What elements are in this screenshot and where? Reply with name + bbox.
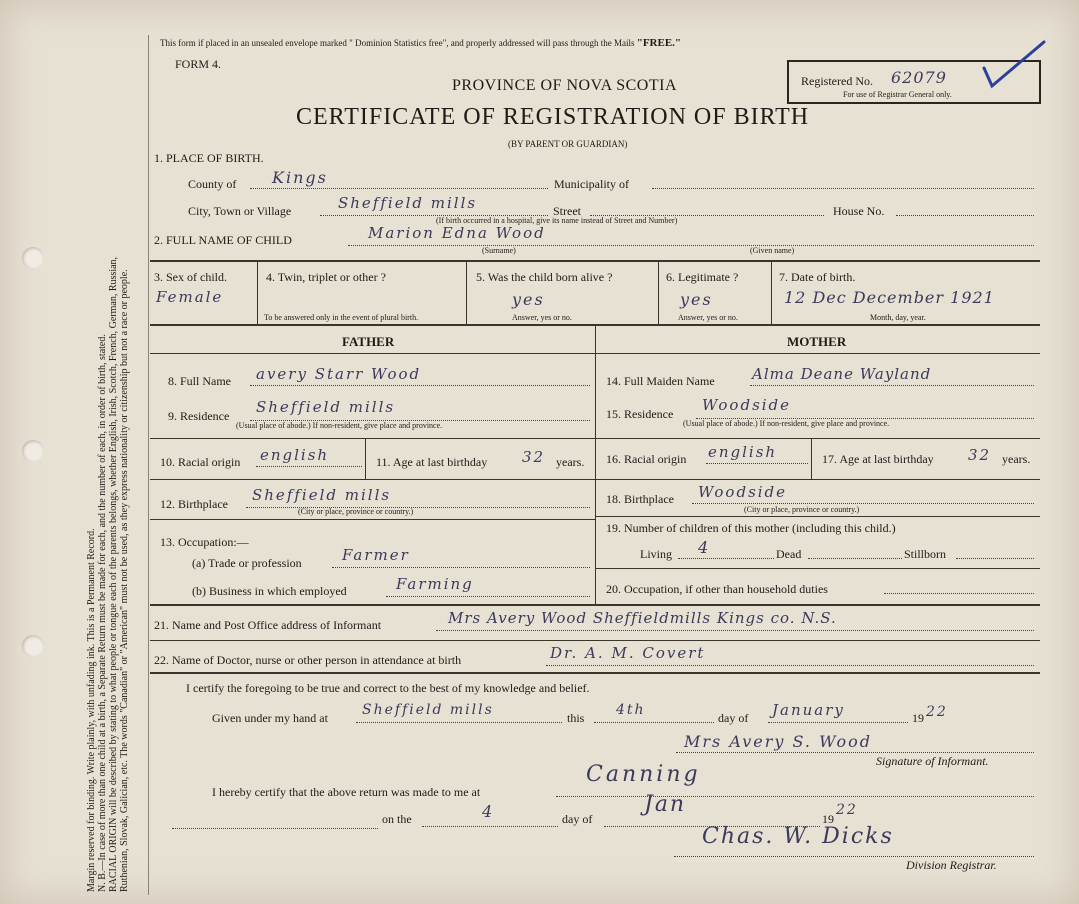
divider	[150, 519, 595, 520]
reg-day-field	[422, 802, 558, 827]
mother-age-value: 32	[968, 446, 992, 464]
mother-children-label: 19. Number of children of this mother (including this child.)	[606, 521, 896, 535]
mother-years: years.	[1002, 452, 1031, 466]
page-title: CERTIFICATE OF REGISTRATION OF BIRTH	[296, 104, 810, 130]
reg-month-value: Jan	[644, 792, 687, 817]
doctor-value: Dr. A. M. Covert	[550, 644, 706, 662]
divider	[365, 439, 366, 479]
father-race-value: english	[260, 446, 330, 464]
page-subtitle: (BY PARENT OR GUARDIAN)	[508, 139, 628, 149]
side-notes	[86, 257, 130, 892]
mother-name-value: Alma Deane Wayland	[752, 365, 932, 383]
day-field	[594, 701, 714, 723]
binding-hole	[22, 635, 44, 657]
father-birthplace-note: (City or place, province or country.)	[298, 507, 414, 516]
day-value: 4th	[616, 702, 646, 718]
return-place-field	[556, 762, 1034, 797]
city-label: City, Town or Village	[188, 204, 292, 218]
divider	[658, 262, 659, 324]
father-race-label: 10. Racial origin	[160, 455, 241, 469]
mail-note: This form if placed in an unsealed envelope marked " Dominion Statistics free", and properly addressed will pass through the Mails "FREE."	[160, 37, 682, 49]
legitimate-note: Answer, yes or no.	[678, 313, 738, 322]
father-birthplace-field	[246, 486, 590, 508]
father-residence-label: 9. Residence	[168, 409, 230, 423]
divider	[595, 516, 1040, 517]
binding-hole	[22, 247, 44, 269]
father-business-field	[386, 575, 590, 597]
father-trade-label: (a) Trade or profession	[192, 556, 302, 570]
month-field	[768, 701, 908, 723]
father-occupation-label: 13. Occupation:—	[160, 535, 249, 549]
given-place-value: Sheffield mills	[362, 702, 494, 718]
doctor-field	[546, 644, 1034, 666]
father-business-value: Farming	[396, 575, 474, 593]
checkmark-icon	[978, 36, 1048, 106]
surname-note: (Surname)	[482, 246, 516, 255]
street-field	[590, 194, 824, 216]
dob-value: 12 Dec December 1921	[784, 288, 995, 307]
year-prefix: 19	[912, 711, 924, 725]
day-of-label: day of	[718, 711, 749, 725]
binding-hole	[22, 440, 44, 462]
informant-signature-label: Signature of Informant.	[876, 754, 989, 768]
given-label: Given under my hand at	[212, 711, 328, 725]
dob-note: Month, day, year.	[870, 313, 926, 322]
registrar-label: Division Registrar.	[906, 858, 997, 872]
informant-field	[436, 609, 1034, 631]
blank-line	[172, 808, 378, 829]
side-note-1: Margin reserved for binding. Write plainly, with unfading ink. This is a Permanent Record.	[86, 528, 97, 892]
mother-residence-label: 15. Residence	[606, 407, 674, 421]
registrar-signature: Chas. W. Dicks	[702, 824, 894, 849]
father-trade-value: Farmer	[342, 546, 410, 564]
mother-occupation-label: 20. Occupation, if other than household duties	[606, 582, 828, 596]
house-field	[896, 194, 1034, 216]
divider	[150, 353, 1040, 354]
divider	[150, 640, 1040, 641]
dead-label: Dead	[776, 547, 802, 561]
father-birthplace-label: 12. Birthplace	[160, 497, 228, 511]
certify-statement: I certify the foregoing to be true and correct to the best of my knowledge and belief.	[186, 681, 590, 695]
mother-residence-field	[696, 396, 1034, 419]
living-value: 4	[698, 538, 711, 557]
registrar-note: For use of Registrar General only.	[843, 90, 952, 99]
street-note: (If birth occurred in a hospital, give its name instead of Street and Number)	[436, 216, 678, 225]
child-name-value: Marion Edna Wood	[368, 224, 546, 242]
return-place-value: Canning	[586, 762, 701, 787]
reg-year-value: 22	[836, 802, 858, 818]
stillborn-field	[956, 538, 1034, 559]
dob-label: 7. Date of birth.	[779, 270, 856, 284]
informant-signature-field	[676, 732, 1034, 753]
municipality-field	[652, 168, 1034, 189]
alive-note: Answer, yes or no.	[512, 313, 572, 322]
registered-label: Registered No.	[801, 74, 873, 88]
side-note-2: N. B.—In case of more than one child at a birth, a Separate Return must be made for each, and the number of each, in order of birth, stated.	[97, 334, 108, 892]
mother-birthplace-note: (City or place, province or country.)	[744, 505, 860, 514]
twin-note: To be answered only in the event of plural birth.	[264, 313, 419, 322]
father-race-field	[256, 446, 362, 467]
given-name-note: (Given name)	[750, 246, 795, 255]
side-note-3: RACIAL ORIGIN will be described by stating to what people or tongue each of the parents belongs, whether English, Irish, Scotch, French, German, Russian,	[108, 256, 119, 892]
reg-year-prefix: 19	[822, 812, 834, 826]
county-field	[250, 168, 548, 189]
mother-birthplace-label: 18. Birthplace	[606, 492, 674, 506]
mother-race-label: 16. Racial origin	[606, 452, 687, 466]
sex-value: Female	[156, 288, 224, 306]
twin-label: 4. Twin, triplet or other ?	[266, 270, 386, 284]
county-label: County of	[188, 177, 237, 191]
informant-signature: Mrs Avery S. Wood	[684, 732, 872, 751]
informant-label: 21. Name and Post Office address of Informant	[154, 618, 382, 632]
father-name-field	[250, 365, 590, 386]
mother-residence-value: Woodside	[702, 396, 792, 414]
alive-value: yes	[512, 290, 545, 309]
reg-day-value: 4	[482, 802, 495, 821]
year-value: 22	[926, 704, 948, 720]
divider	[595, 326, 596, 604]
city-field	[320, 194, 548, 216]
registered-number: 62079	[891, 68, 947, 87]
divider	[150, 260, 1040, 262]
father-name-label: 8. Full Name	[168, 374, 231, 388]
father-name-value: avery Starr Wood	[256, 365, 422, 383]
city-value: Sheffield mills	[338, 194, 478, 212]
divider	[257, 262, 258, 324]
mother-heading: MOTHER	[787, 334, 847, 349]
mother-birthplace-field	[692, 483, 1034, 504]
father-age-label: 11. Age at last birthday	[376, 455, 488, 469]
living-field	[678, 538, 774, 559]
legitimate-label: 6. Legitimate ?	[666, 270, 739, 284]
father-business-label: (b) Business in which employed	[192, 584, 347, 598]
father-residence-value: Sheffield mills	[256, 398, 396, 416]
father-heading: FATHER	[342, 334, 395, 349]
mother-name-label: 14. Full Maiden Name	[606, 374, 715, 388]
registrar-signature-field	[674, 824, 1034, 857]
divider	[811, 439, 812, 479]
dead-field	[808, 538, 902, 559]
place-of-birth-heading: 1. PLACE OF BIRTH.	[154, 151, 264, 165]
mother-age-label: 17. Age at last birthday	[822, 452, 934, 466]
child-name-label: 2. FULL NAME OF CHILD	[154, 233, 292, 247]
on-the-label: on the	[382, 812, 412, 826]
return-label: I hereby certify that the above return was made to me at	[212, 785, 481, 799]
divider	[150, 604, 1040, 606]
county-value: Kings	[272, 168, 328, 187]
mother-occupation-field	[884, 573, 1034, 594]
informant-value: Mrs Avery Wood Sheffieldmills Kings co. N.S.	[448, 609, 837, 627]
mother-birthplace-value: Woodside	[698, 483, 788, 501]
this-label: this	[567, 711, 585, 725]
father-birthplace-value: Sheffield mills	[252, 486, 392, 504]
father-age-value: 32	[522, 448, 546, 466]
child-name-field	[348, 224, 1034, 246]
mother-race-field	[706, 443, 808, 464]
stillborn-label: Stillborn	[904, 547, 947, 561]
living-label: Living	[640, 547, 672, 561]
mother-name-field	[750, 365, 1034, 386]
legitimate-value: yes	[680, 290, 713, 309]
divider	[150, 438, 1040, 439]
divider	[466, 262, 467, 324]
sex-label: 3. Sex of child.	[154, 270, 227, 284]
street-label: Street	[553, 204, 581, 218]
month-value: January	[772, 701, 845, 719]
father-trade-field	[332, 546, 590, 568]
alive-label: 5. Was the child born alive ?	[476, 270, 613, 284]
divider	[150, 672, 1040, 674]
father-residence-note: (Usual place of abode.) If non-resident, give place and province.	[236, 421, 443, 430]
given-place-field	[356, 701, 562, 723]
father-years: years.	[556, 455, 585, 469]
mother-race-value: english	[708, 443, 778, 461]
divider	[771, 262, 772, 324]
form-number: FORM 4.	[175, 57, 222, 71]
divider	[150, 479, 1040, 480]
province-heading: PROVINCE OF NOVA SCOTIA	[452, 77, 678, 94]
side-note-4: Ruthenian, Slovak, Galician, etc. The words "Canadian" or "American" must not be used, as they express nationality or citizenship but not a race or people.	[119, 269, 130, 892]
reg-day-of-label: day of	[562, 812, 593, 826]
house-label: House No.	[833, 204, 885, 218]
municipality-label: Municipality of	[554, 177, 629, 191]
margin-line	[148, 35, 149, 895]
divider	[595, 568, 1040, 569]
father-residence-field	[250, 398, 590, 421]
doctor-label: 22. Name of Doctor, nurse or other person in attendance at birth	[154, 653, 462, 667]
mother-residence-note: (Usual place of abode.) If non-resident, give place and province.	[683, 419, 890, 428]
